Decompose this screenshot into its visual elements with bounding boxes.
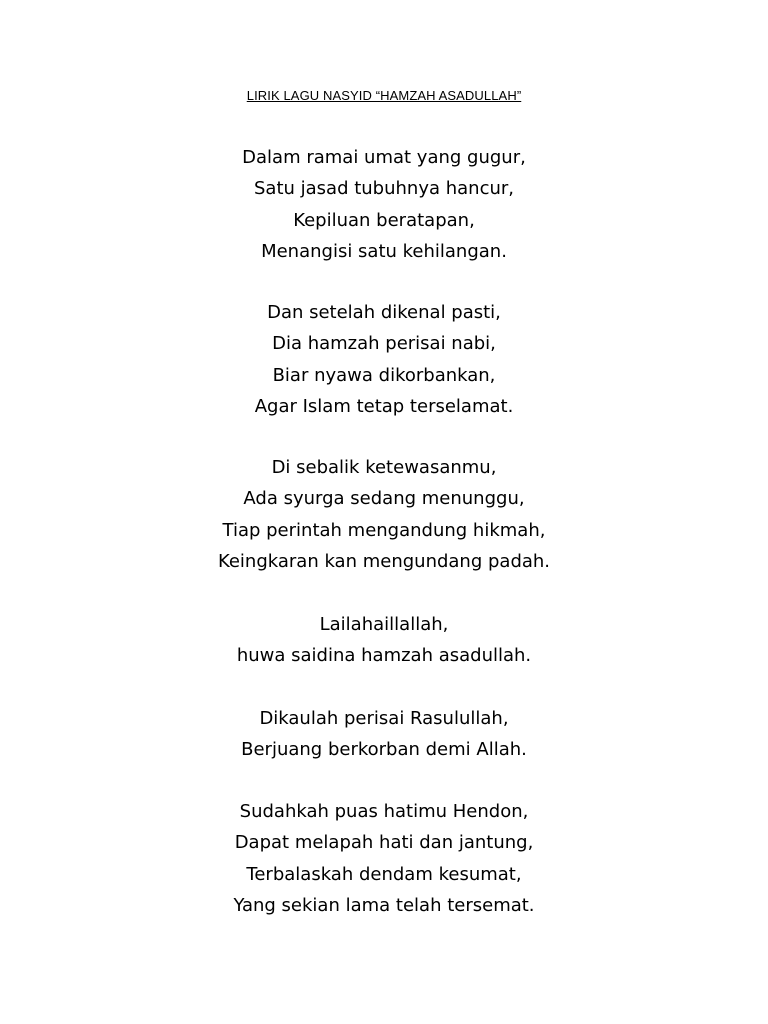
lyric-line: Dapat melapah hati dan jantung,: [234, 832, 534, 854]
lyric-line: Di sebalik ketewasanmu,: [271, 457, 497, 478]
stanza-6: [0, 796, 768, 921]
stanza-5: [0, 703, 768, 766]
lyric-line: Dia hamzah perisai nabi,: [272, 333, 496, 355]
stanza-1: [0, 142, 768, 267]
stanza-3: [0, 452, 768, 577]
lyric-line: Terbalaskah dendam kesumat,: [246, 863, 522, 885]
document-title: LIRIK LAGU NASYID “HAMZAH ASADULLAH”: [246, 88, 522, 103]
lyric-line: huwa saidina hamzah asadullah.: [236, 645, 532, 667]
lyric-line: Keingkaran kan mengundang padah.: [217, 550, 551, 572]
lyric-line: Agar Islam tetap terselamat.: [254, 395, 514, 417]
lyric-line: Dan setelah dikenal pasti,: [267, 302, 501, 323]
lyric-line: Yang sekian lama telah tersemat.: [233, 894, 535, 916]
lyric-line: Ada syurga sedang menunggu,: [243, 488, 525, 510]
lyric-line: Berjuang berkorban demi Allah.: [241, 739, 527, 761]
lyric-line: Dalam ramai umat yang gugur,: [242, 147, 526, 168]
stanza-4: [0, 609, 768, 672]
lyric-line: Satu jasad tubuhnya hancur,: [253, 178, 515, 200]
stanza-2: [0, 297, 768, 422]
lyric-line: Menangisi satu kehilangan.: [261, 240, 507, 262]
lyric-line: Biar nyawa dikorbankan,: [272, 364, 496, 386]
lyric-line: Kepiluan beratapan,: [293, 209, 475, 231]
lyric-line: Lailahaillallah,: [319, 614, 449, 635]
lyric-line: Dikaulah perisai Rasulullah,: [259, 708, 509, 729]
lyric-line: Tiap perintah mengandung hikmah,: [222, 519, 546, 541]
lyric-line: Sudahkah puas hatimu Hendon,: [239, 801, 529, 822]
